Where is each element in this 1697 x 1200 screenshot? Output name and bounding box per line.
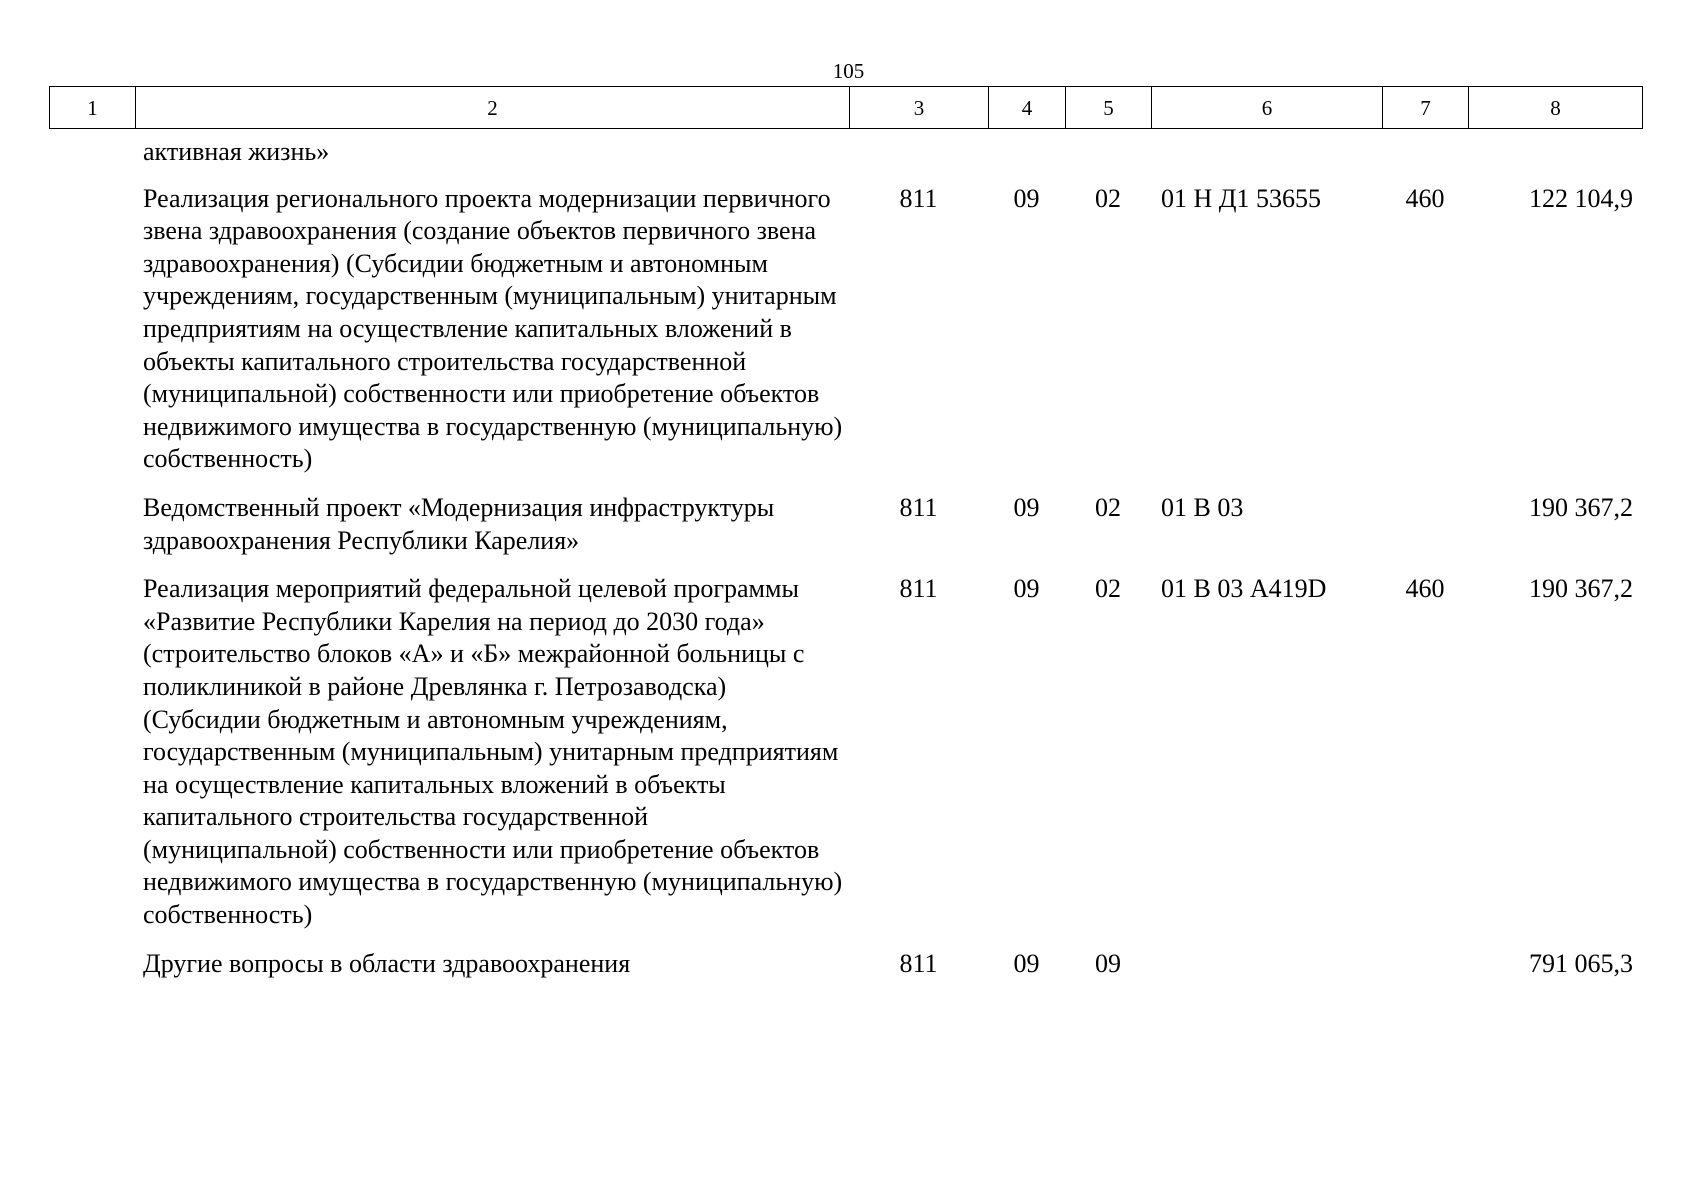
header-col-1: 1	[50, 87, 136, 129]
table-row	[49, 136, 1642, 183]
row-col8: 791 065,3	[1529, 948, 1633, 978]
row-col4: 09	[1013, 948, 1040, 978]
row-col5	[1065, 136, 1151, 183]
row-col8: 190 367,2	[1529, 574, 1633, 604]
row-col7	[1382, 948, 1468, 997]
header-col-8: 8	[1469, 87, 1643, 129]
row-col3: 811	[899, 492, 938, 522]
row-col3: 811	[899, 183, 938, 213]
budget-table	[49, 136, 1642, 996]
header-col-4: 4	[989, 87, 1066, 129]
row-col8: 190 367,2	[1529, 492, 1633, 522]
row-col8: 122 104,9	[1529, 183, 1633, 213]
row-col4: 09	[1013, 492, 1040, 522]
row-col3: 811	[899, 948, 938, 978]
header-col-6: 6	[1152, 87, 1383, 129]
row-col4	[988, 136, 1065, 183]
row-col6: 01 В 03 A419D	[1161, 574, 1327, 604]
row-col4: 09	[1013, 183, 1040, 213]
header-row	[50, 87, 1643, 129]
header-col-3: 3	[850, 87, 989, 129]
row-col6	[1151, 136, 1382, 183]
row-col5: 02	[1095, 492, 1121, 522]
column-number-header	[49, 86, 1643, 129]
row-col3	[849, 136, 988, 183]
row-description: активная жизнь»	[143, 137, 330, 166]
row-description: Ведомственный проект «Модернизация инфраструктуры здравоохранения Республики Карелия»	[143, 492, 775, 555]
row-col4: 09	[1013, 574, 1040, 604]
table-row	[49, 573, 1642, 948]
row-col7: 460	[1405, 574, 1445, 604]
row-col7: 460	[1405, 183, 1445, 213]
row-col6: 01 Н Д1 53655	[1161, 183, 1322, 213]
row-col7	[1382, 492, 1468, 573]
table-row	[49, 183, 1642, 492]
row-col3: 811	[899, 574, 938, 604]
row-description: Другие вопросы в области здравоохранения	[143, 948, 631, 978]
page-number: 105	[832, 59, 865, 83]
row-col5: 02	[1095, 574, 1121, 604]
row-col5: 09	[1095, 948, 1121, 978]
row-col7	[1382, 136, 1468, 183]
header-col-5: 5	[1066, 87, 1152, 129]
table-row	[49, 492, 1642, 573]
row-col5: 02	[1095, 183, 1121, 213]
row-col6	[1151, 948, 1382, 997]
header-col-7: 7	[1383, 87, 1469, 129]
row-col6: 01 В 03	[1161, 492, 1244, 522]
row-col8	[1468, 136, 1642, 183]
table-row	[49, 948, 1642, 997]
row-description: Реализация мероприятий федеральной целевой программы «Развитие Республики Карелия на период до 2030 года» (строительство блоков «А» и «Б» межрайонной больницы с поликлиникой в районе Древлянка г. Петрозаводска) (Субсидии бюджетным и автономным учреждениям, государственным (муниципальным) унитарным предприятиям на осуществление капитальных вложений в объекты капитального строительства государственной (муниципальной) собственности или приобретение объектов недвижимого имущества в государственную (муниципальную) собственность)	[143, 574, 843, 930]
header-col-2: 2	[136, 87, 850, 129]
row-description: Реализация регионального проекта модернизации первичного звена здравоохранения (создание объектов первичного звена здравоохранения) (Субсидии бюджетным и автономным учреждениям, государственным (муниципальным) унитарным предприятиям на осуществление капитальных вложений в объекты капитального строительства государственной (муниципальной) собственности или приобретение объектов недвижимого имущества в государственную (муниципальную) собственность)	[143, 183, 843, 474]
